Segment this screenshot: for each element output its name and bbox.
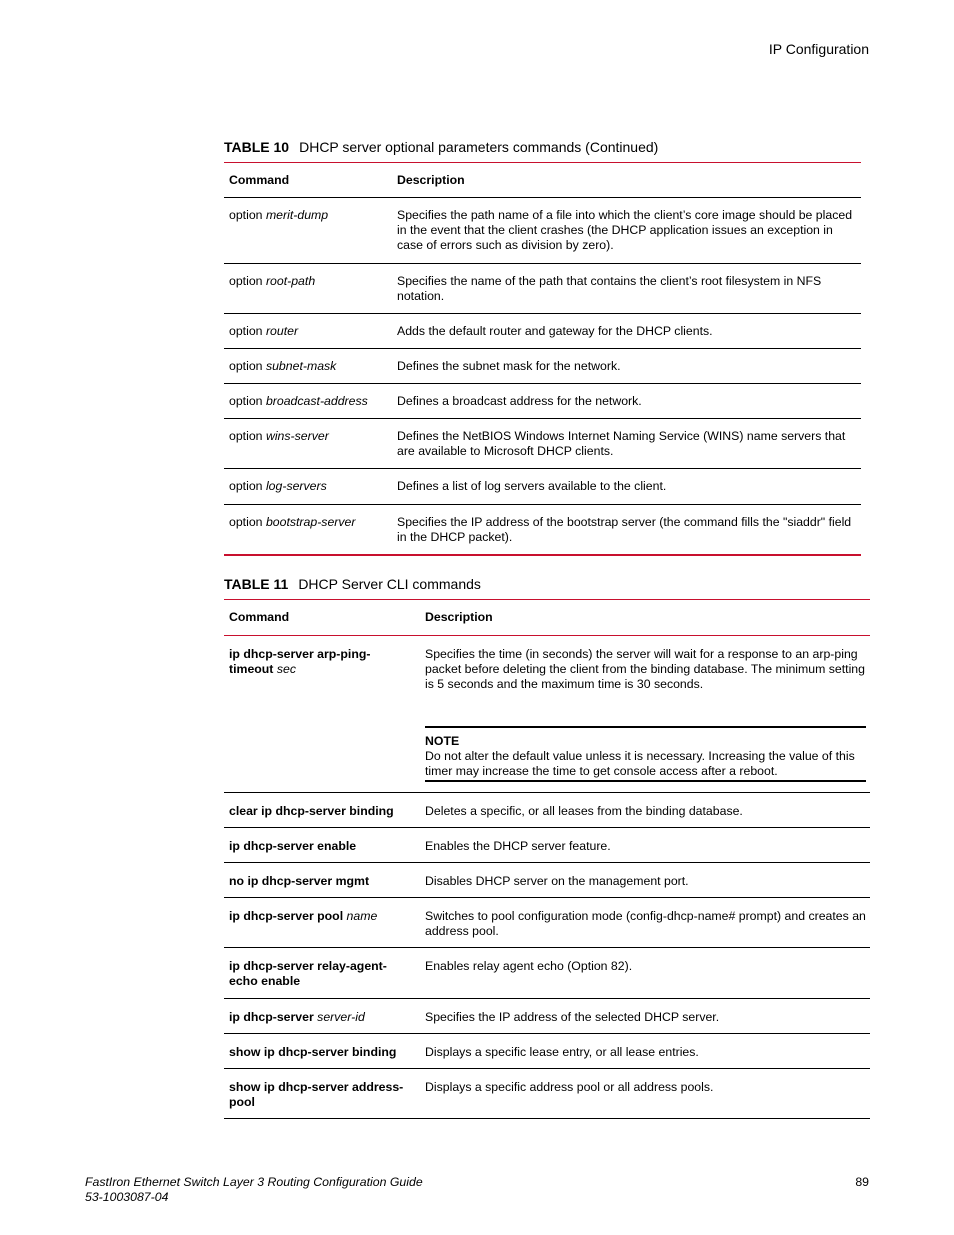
description-cell: Deletes a specific, or all leases from the binding database. — [425, 793, 870, 828]
footer-page-number: 89 — [855, 1175, 869, 1189]
table11 — [224, 599, 870, 1119]
command-param: log-servers — [265, 479, 327, 493]
command-name: ip dhcp-server enable — [229, 839, 357, 853]
table10 — [224, 162, 861, 556]
description-cell: Specifies the name of the path that contains the client’s root filesystem in NFS notation. — [397, 264, 861, 314]
command-name: clear ip dhcp-server binding — [229, 804, 394, 818]
table-row — [224, 636, 870, 793]
command-cell — [224, 863, 425, 898]
command-cell — [224, 469, 397, 505]
command-cell — [224, 793, 425, 828]
table10-label: TABLE 10 — [224, 139, 290, 155]
command-param: server-id — [317, 1010, 365, 1024]
page-footer — [85, 1175, 423, 1205]
command-cell — [224, 999, 425, 1034]
table-row — [224, 314, 861, 349]
command-prefix: option — [229, 324, 263, 338]
command-prefix: option — [229, 479, 263, 493]
table11-header-row — [224, 600, 870, 636]
command-name: show ip dhcp-server address-pool — [229, 1080, 404, 1109]
table10-header-row — [224, 163, 861, 198]
command-cell — [224, 384, 397, 419]
description-cell: Enables relay agent echo (Option 82). — [425, 948, 870, 999]
description-cell: Displays a specific lease entry, or all lease entries. — [425, 1034, 870, 1069]
table-row — [224, 198, 861, 264]
command-name: ip dhcp-server relay-agent-echo enable — [229, 959, 387, 988]
footer-doc-title: FastIron Ethernet Switch Layer 3 Routing Configuration Guide — [85, 1175, 423, 1189]
command-cell — [224, 636, 425, 793]
command-name: ip dhcp-server — [229, 1010, 314, 1024]
command-cell — [224, 828, 425, 863]
command-param: router — [265, 324, 299, 338]
command-name: ip dhcp-server pool — [229, 909, 344, 923]
note-text: Do not alter the default value unless it is necessary. Increasing the value of this timer may increase the time to get console access after a reboot. — [425, 749, 855, 778]
command-param: root-path — [265, 274, 316, 288]
command-name: no ip dhcp-server mgmt — [229, 874, 370, 888]
table-row — [224, 384, 861, 419]
table11-caption — [224, 576, 481, 592]
command-cell — [224, 948, 425, 999]
description-cell: Specifies the IP address of the bootstrap server (the command fills the "siaddr" field in the DHCP packet). — [397, 505, 861, 555]
command-param: name — [346, 909, 378, 923]
description-cell: Specifies the path name of a file into which the client’s core image should be placed in the event that the client crashes (the DHCP application issues an exception in case of errors such as division by zero). — [397, 198, 861, 264]
command-param: bootstrap-server — [265, 515, 356, 529]
command-param: subnet-mask — [265, 359, 337, 373]
command-cell — [224, 349, 397, 384]
table-row — [224, 898, 870, 948]
description-cell: Adds the default router and gateway for the DHCP clients. — [397, 314, 861, 349]
table10-caption — [224, 139, 658, 155]
description-cell: Specifies the IP address of the selected DHCP server. — [425, 999, 870, 1034]
description-cell: Defines a broadcast address for the network. — [397, 384, 861, 419]
description-text: Specifies the time (in seconds) the server will wait for a response to an arp-ping packet before deleting the client from the binding database. The minimum setting is 5 seconds and the maximum time is 30 seconds. — [425, 647, 865, 691]
command-param: merit-dump — [265, 208, 329, 222]
footer-doc-number: 53-1003087-04 — [85, 1190, 169, 1204]
page-header-title: IP Configuration — [768, 41, 869, 57]
table-row — [224, 828, 870, 863]
command-prefix: option — [229, 515, 263, 529]
table-row — [224, 1069, 870, 1119]
command-cell — [224, 1034, 425, 1069]
description-cell: Switches to pool configuration mode (config-dhcp-name# prompt) and creates an address pool. — [425, 898, 870, 948]
command-cell — [224, 264, 397, 314]
command-cell — [224, 314, 397, 349]
table-row — [224, 349, 861, 384]
command-prefix: option — [229, 394, 263, 408]
table-row — [224, 948, 870, 999]
table10-caption-text: DHCP server optional parameters commands (Continued) — [299, 139, 659, 155]
command-cell — [224, 898, 425, 948]
table10-col-description: Description — [397, 163, 861, 198]
note-box — [425, 726, 866, 782]
description-cell: Displays a specific address pool or all address pools. — [425, 1069, 870, 1119]
table-row — [224, 264, 861, 314]
description-cell: Defines the NetBIOS Windows Internet Naming Service (WINS) name servers that are available to Microsoft DHCP clients. — [397, 419, 861, 469]
command-cell — [224, 198, 397, 264]
table11-caption-text: DHCP Server CLI commands — [298, 576, 481, 592]
command-param: sec — [276, 662, 296, 676]
command-cell — [224, 419, 397, 469]
description-cell: Enables the DHCP server feature. — [425, 828, 870, 863]
table-row — [224, 505, 861, 555]
description-cell: Defines a list of log servers available to the client. — [397, 469, 861, 505]
command-param: broadcast-address — [265, 394, 368, 408]
table-row — [224, 469, 861, 505]
table10-col-command: Command — [224, 163, 397, 198]
description-cell: Defines the subnet mask for the network. — [397, 349, 861, 384]
table11-col-description: Description — [425, 600, 870, 636]
table-row — [224, 863, 870, 898]
table11-col-command: Command — [224, 600, 425, 636]
description-cell — [425, 636, 870, 793]
command-name: show ip dhcp-server binding — [229, 1045, 397, 1059]
table-row — [224, 999, 870, 1034]
command-prefix: option — [229, 359, 263, 373]
command-prefix: option — [229, 208, 263, 222]
note-title: NOTE — [425, 734, 460, 748]
command-param: wins-server — [265, 429, 329, 443]
table11-label: TABLE 11 — [224, 576, 289, 592]
command-prefix: option — [229, 274, 263, 288]
table-row — [224, 419, 861, 469]
description-cell: Disables DHCP server on the management port. — [425, 863, 870, 898]
command-name: ip dhcp-server arp-ping-timeout — [229, 647, 371, 676]
command-prefix: option — [229, 429, 263, 443]
command-cell — [224, 1069, 425, 1119]
table-row — [224, 793, 870, 828]
command-cell — [224, 505, 397, 555]
table-row — [224, 1034, 870, 1069]
